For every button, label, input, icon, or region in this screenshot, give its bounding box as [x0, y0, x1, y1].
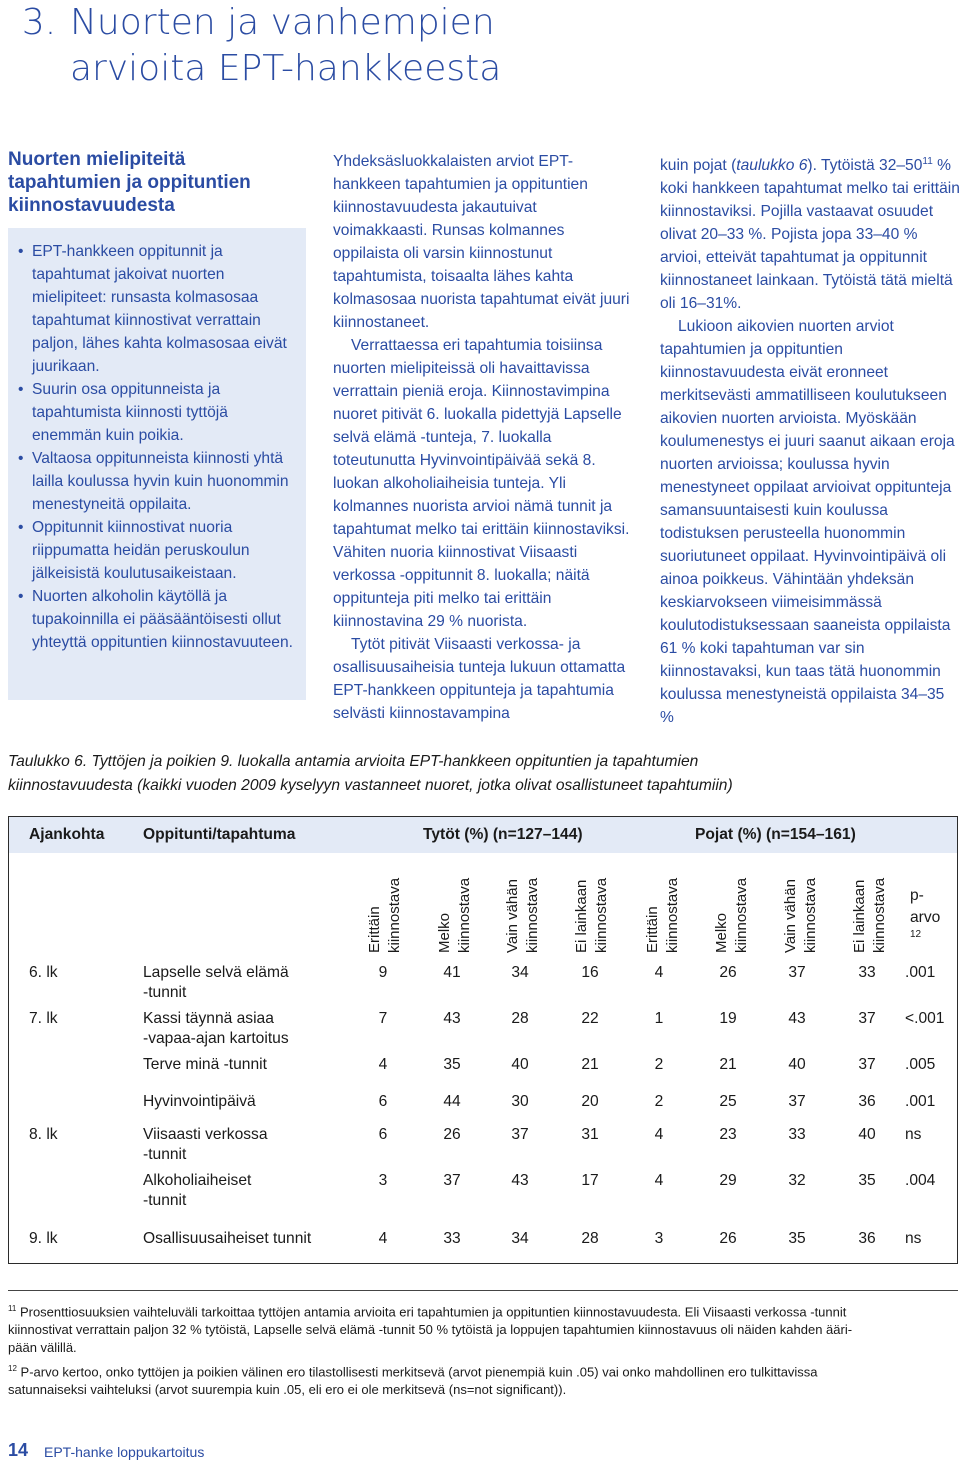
- cell-p-value: ns: [905, 1230, 922, 1247]
- list-item: • Nuorten alkoholin käytöllä ja tupakoinnilla ei pääsääntöisesti ollut yhteyttä oppituntien kiinnostavuuteen.: [18, 585, 300, 654]
- cell-value: 6: [378, 1126, 388, 1143]
- paragraph: Lukioon aikovien nuorten arviot tapahtumien ja oppituntien kiinnostavuudesta eivät eronneet merkitsevästi ammatilliseen koulutukseen aikovien nuorten arvioista. Myöskään koulumenestys ei juuri saanut aikaan eroja nuorten arvioissa; koulussa hyvin menestyneet oppilaat arvioivat oppitunteja samansuuntaisesti kuin koulussa todistuksen perusteella huonommin suoriutuneet oppilaat. Hyvinvointipäivä oli ainoa poikkeus. Vähintään yhdeksän keskiarvokseen viimeisimmässä koulutodistuksessaan saaneista oppilaista 61 % koki tapahtuman var sin kiinnostavaksi, kun taas tätä huonommin koulussa menestyneistä oppilaista 34–35 %: [660, 318, 955, 727]
- chapter-number: 3.: [21, 2, 57, 43]
- cell-value: 35: [788, 1230, 806, 1247]
- cell-oppitunti: Osallisuusaiheiset tunnit: [143, 1230, 312, 1247]
- rating-column-label: Vain vähän kiinnostava: [504, 877, 541, 953]
- cell-value: 37: [788, 964, 806, 981]
- table-reference: taulukko 6: [736, 157, 808, 175]
- table-caption: Taulukko 6. Tyttöjen ja poikien 9. luokalla antamia arvioita EPT-hankkeen oppituntien ja tapahtumien kiinnostavuudesta (kaikki vuoden 2009 kyselyyn vastanneet nuoret, jotka olivat osallistuneet tapahtumiin): [8, 753, 733, 794]
- list-item: • Suurin osa oppitunneista ja tapahtumista kiinnosti tyttöjä enemmän kuin poikia.: [18, 378, 300, 447]
- cell-value: 29: [719, 1172, 737, 1189]
- cell-value: 4: [378, 1056, 388, 1073]
- cell-value: 20: [581, 1093, 599, 1110]
- cell-value: 33: [788, 1126, 806, 1143]
- rating-column-label: Erittäin kiinnostava: [644, 877, 681, 953]
- header-pojat: Pojat (%) (n=154–161): [695, 826, 856, 843]
- rating-column-label: Melko kiinnostava: [436, 877, 473, 953]
- cell-value: 37: [511, 1126, 529, 1143]
- cell-value: 26: [719, 964, 737, 981]
- cell-value: 19: [719, 1010, 737, 1027]
- paragraph: Tytöt pitivät Viisaasti verkossa- ja osallisuusaiheisia tunteja lukuun ottamatta EPT-hankkeen oppitunteja ja tapahtumia selvästi kiinnostavampina: [333, 636, 626, 722]
- cell-oppitunti: Kassi täynnä asiaa -vapaa-ajan kartoitus: [143, 1010, 289, 1047]
- cell-value: 25: [719, 1093, 737, 1110]
- page-title: [8, 0, 501, 92]
- footnote-ref: 11: [922, 156, 933, 167]
- paragraph: Yhdeksäsluokkalaisten arviot EPT-hankkeen tapahtumien ja oppituntien kiinnostavuudesta jakautuivat voimakkaasti. Runsas kolmannes oppilaista oli varsin kiinnostunut tapahtumista, toisaalta lähes kahta kolmasosaa nuorista tapahtumat eivät juuri kiinnostaneet.: [333, 153, 630, 331]
- cell-value: 37: [443, 1172, 461, 1189]
- cell-value: 23: [719, 1126, 737, 1143]
- cell-ajankohta: 6. lk: [29, 964, 58, 981]
- footnote-12: $^{12}$ P-arvo kertoo, onko tyttöjen ja poikien välinen ero tilastollisesti merkitsevä (arvot pienempiä kuin .05) vai onko mahdollinen ero tulkittavissa satunnaiseksi vaihteluksi (arvot suurempia kuin .05, eli ero ei ole merkitsevä (ns=not significant)).: [8, 1364, 818, 1398]
- cell-p-value: ns: [905, 1126, 922, 1143]
- cell-value: 32: [788, 1172, 806, 1189]
- cell-value: 9: [378, 964, 388, 981]
- title-line-1: Nuorten ja vanhempien: [70, 2, 495, 43]
- body-column-3: [660, 150, 960, 729]
- rating-column-label: Ei lainkaan kiinnostava: [573, 877, 610, 953]
- cell-value: 17: [581, 1172, 599, 1189]
- header-ajankohta: Ajankohta: [29, 826, 105, 843]
- list-item: • EPT-hankkeen oppitunnit ja tapahtumat jakoivat nuorten mielipiteet: runsasta kolmasosaa tapahtumat kiinnostivat verrattain paljon, lähes kahta kolmasosaa eivät juurikaan.: [18, 240, 300, 378]
- cell-value: 34: [511, 964, 529, 981]
- body-column-2: [333, 150, 633, 725]
- cell-value: 16: [581, 964, 599, 981]
- cell-value: 1: [654, 1010, 664, 1027]
- cell-p-value: .001: [905, 1093, 936, 1110]
- paragraph: kuin pojat (taulukko 6). Tytöistä $32-50^{11}$ % koki hankkeen tapahtumat melko tai erittäin kiinnostaviksi. Pojilla vastaavat osuudet olivat 20–33 %. Pojista jopa 33–40 % arvioi, etteivät tapahtumat ja oppitunnit kiinnostaneet lainkaan. Tytöistä tätä mieltä oli 16–31%.: [660, 156, 960, 313]
- cell-value: 40: [858, 1126, 876, 1143]
- cell-value: 35: [443, 1056, 461, 1073]
- cell-value: 7: [378, 1010, 388, 1027]
- cell-value: 37: [858, 1056, 876, 1073]
- cell-value: 4: [654, 1172, 664, 1189]
- cell-value: 4: [654, 964, 664, 981]
- cell-value: 43: [511, 1172, 529, 1189]
- cell-p-value: .005: [905, 1056, 936, 1073]
- cell-value: 37: [788, 1093, 806, 1110]
- summary-list: [18, 240, 300, 654]
- cell-value: 44: [443, 1093, 461, 1110]
- cell-value: 37: [858, 1010, 876, 1027]
- cell-oppitunti: Alkoholiaiheiset -tunnit: [143, 1172, 252, 1209]
- title-line-2: arvioita EPT-hankkeesta: [70, 48, 502, 89]
- cell-value: 36: [858, 1230, 876, 1247]
- page-number: 14: [8, 1440, 29, 1460]
- cell-value: 3: [378, 1172, 388, 1189]
- data-table: [8, 816, 958, 1264]
- cell-oppitunti: Hyvinvointipäivä: [143, 1093, 256, 1110]
- rating-column-label: Vain vähän kiinnostava: [782, 877, 819, 953]
- cell-value: 30: [511, 1093, 529, 1110]
- cell-value: 22: [581, 1010, 599, 1027]
- sidebar-heading: Nuorten mielipiteitä tapahtumien ja oppituntien kiinnostavuudesta: [8, 149, 251, 216]
- cell-value: 21: [719, 1056, 737, 1073]
- cell-value: 28: [581, 1230, 599, 1247]
- cell-value: 40: [788, 1056, 806, 1073]
- header-tytot: Tytöt (%) (n=127–144): [423, 826, 583, 843]
- cell-value: 2: [654, 1056, 664, 1073]
- list-item: • Valtaosa oppitunneista kiinnosti yhtä lailla koulussa hyvin kuin huonommin menestyneitä oppilaita.: [18, 447, 300, 516]
- header-p-arvo: p- arvo 12: [910, 887, 941, 940]
- cell-p-value: <.001: [905, 1010, 945, 1027]
- cell-value: 3: [654, 1230, 664, 1247]
- cell-oppitunti: Terve minä -tunnit: [143, 1056, 267, 1073]
- rating-column-label: Ei lainkaan kiinnostava: [851, 877, 888, 953]
- cell-value: 43: [443, 1010, 461, 1027]
- cell-value: 34: [511, 1230, 529, 1247]
- cell-ajankohta: 8. lk: [29, 1126, 58, 1143]
- cell-value: 33: [858, 964, 876, 981]
- cell-p-value: .001: [905, 964, 936, 981]
- cell-value: 40: [511, 1056, 529, 1073]
- cell-oppitunti: Viisaasti verkossa -tunnit: [143, 1126, 268, 1163]
- list-item: • Oppitunnit kiinnostivat nuoria riippumatta heidän peruskoulun jälkeisistä koulutusaikeistaan.: [18, 516, 300, 585]
- cell-value: 28: [511, 1010, 529, 1027]
- cell-ajankohta: 7. lk: [29, 1010, 58, 1027]
- header-oppitunti: Oppitunti/tapahtuma: [143, 826, 296, 843]
- cell-value: 4: [378, 1230, 388, 1247]
- rating-column-label: Melko kiinnostava: [713, 877, 750, 953]
- cell-value: 36: [858, 1093, 876, 1110]
- cell-value: 21: [581, 1056, 599, 1073]
- cell-value: 35: [858, 1172, 876, 1189]
- cell-value: 33: [443, 1230, 461, 1247]
- cell-value: 26: [719, 1230, 737, 1247]
- cell-value: 26: [443, 1126, 461, 1143]
- footnote-11: $^{11}$ Prosenttiosuuksien vaihteluväli tarkoittaa tyttöjen antamia arvioita eri tapahtumien ja oppituntien kiinnostavuudesta. Eli Viisaasti verkossa -tunnit kiinnostivat verrattain paljon 32 % tytöistä, Lapselle selvä elämä -tunnit 50 % tytöistä ja loppujen tapahtumien kiinnostavuus oli näiden kahden ääri- pään välillä.: [8, 1304, 853, 1356]
- footnote-divider: [8, 1290, 958, 1291]
- footer-text: EPT-hanke loppukartoitus: [44, 1444, 205, 1460]
- cell-oppitunti: Lapselle selvä elämä -tunnit: [143, 964, 289, 1001]
- cell-value: 4: [654, 1126, 664, 1143]
- cell-value: 41: [443, 964, 461, 981]
- cell-value: 43: [788, 1010, 806, 1027]
- cell-value: 31: [581, 1126, 599, 1143]
- cell-value: 6: [378, 1093, 388, 1110]
- cell-p-value: .004: [905, 1172, 936, 1189]
- paragraph: Verrattaessa eri tapahtumia toisiinsa nuorten mielipiteissä oli havaittavissa verrattain pieniä eroja. Kiinnostavimpina nuoret pitivät 6. luokalla pidettyjä Lapselle selvä elämä -tunteja, 7. luokalla toteutunutta Hyvinvointipäivää sekä 8. luokan alkoholiaiheisia tunteja. Yli kolmannes nuorista arvioi nämä tunnit ja tapahtumat melko tai erittäin kiinnostaviksi. Vähiten nuoria kiinnostivat Viisaasti verkossa -oppitunnit 8. luokalla; näitä oppitunteja piti melko tai erittäin kiinnostavina 29 % nuorista.: [333, 337, 630, 630]
- rating-column-label: Erittäin kiinnostava: [366, 877, 403, 953]
- cell-ajankohta: 9. lk: [29, 1230, 58, 1247]
- cell-value: 2: [654, 1093, 664, 1110]
